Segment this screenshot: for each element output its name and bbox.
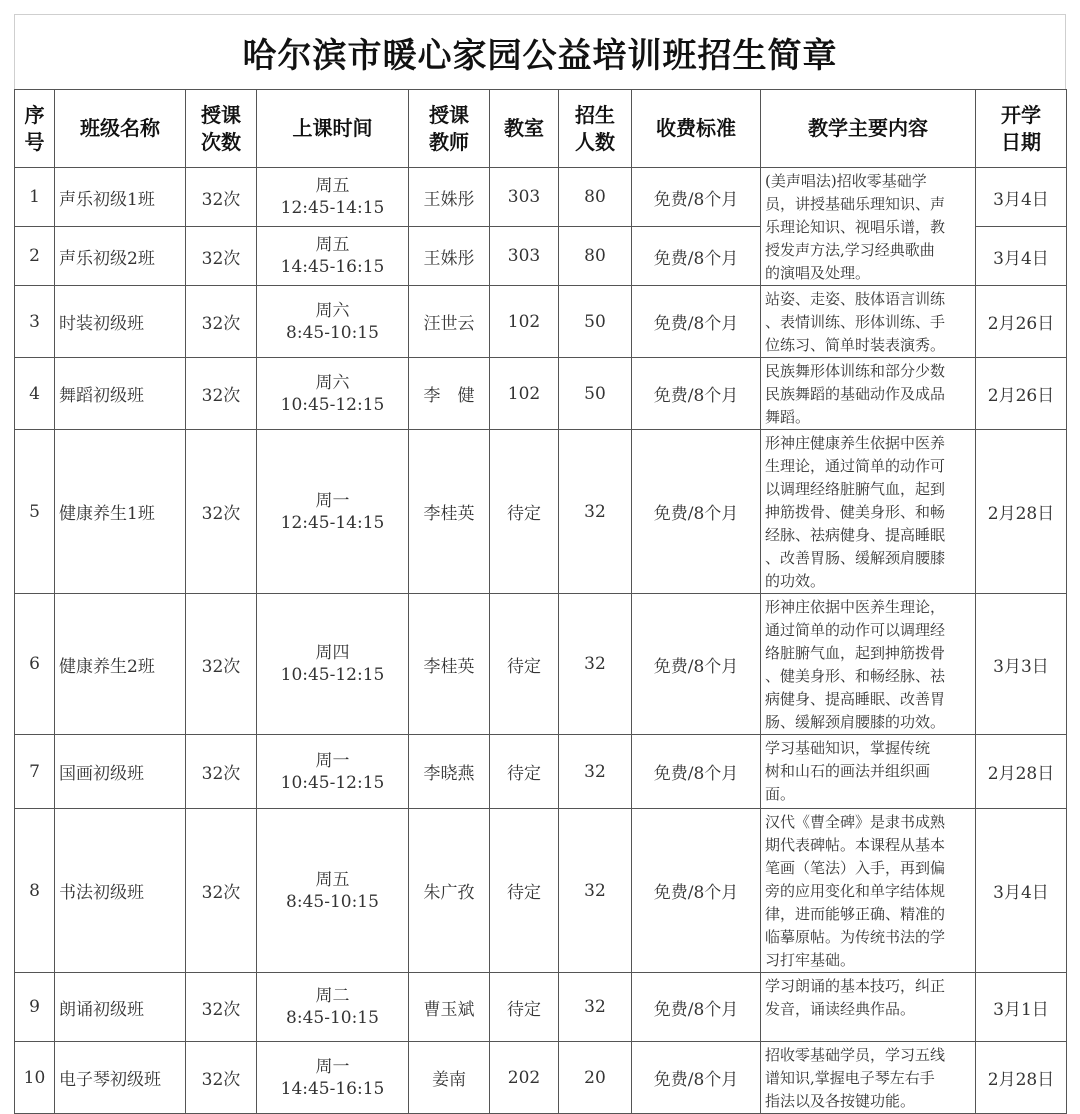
teacher: 曹玉斌 bbox=[409, 973, 490, 1042]
class-time bbox=[257, 735, 409, 809]
header-teacher: 授课 教师 bbox=[409, 90, 490, 168]
class-day: 周五 bbox=[315, 235, 350, 255]
classroom: 303 bbox=[490, 168, 559, 227]
fee: 免费/8个月 bbox=[632, 358, 761, 430]
content-line: 抻筋拨骨、健美身形、和畅 bbox=[765, 503, 946, 521]
content-line: 面。 bbox=[765, 785, 796, 803]
header-enrollment: 招生 人数 bbox=[559, 90, 632, 168]
enrollment: 80 bbox=[559, 168, 632, 227]
classroom: 303 bbox=[490, 227, 559, 286]
teacher: 李桂英 bbox=[409, 594, 490, 735]
content-line: 员，讲授基础乐理知识、声 bbox=[765, 195, 946, 213]
lesson-count: 32次 bbox=[186, 358, 257, 430]
content-line: 、改善胃肠、缓解颈肩腰膝 bbox=[765, 549, 946, 567]
class-day: 周一 bbox=[315, 1056, 350, 1077]
class-name: 电子琴初级班 bbox=[55, 1042, 186, 1114]
content-line: 经脉、祛病健身、提高睡眠 bbox=[765, 526, 946, 544]
teacher: 李桂英 bbox=[409, 430, 490, 594]
teacher: 李晓燕 bbox=[409, 735, 490, 809]
content-line: 病健身、提高睡眠、改善胃 bbox=[765, 690, 946, 708]
class-day: 周五 bbox=[315, 176, 350, 196]
teacher: 朱广孜 bbox=[409, 809, 490, 973]
fee: 免费/8个月 bbox=[632, 809, 761, 973]
fee: 免费/8个月 bbox=[632, 286, 761, 358]
content-line: 位练习、简单时装表演秀。 bbox=[765, 336, 946, 354]
content-line: 树和山石的画法并组织画 bbox=[765, 762, 931, 780]
class-name: 舞蹈初级班 bbox=[55, 358, 186, 430]
class-name: 国画初级班 bbox=[55, 735, 186, 809]
fee: 免费/8个月 bbox=[632, 594, 761, 735]
class-time bbox=[257, 286, 409, 358]
class-hours: 8:45-10:15 bbox=[286, 891, 379, 912]
table-row bbox=[15, 286, 1067, 358]
classroom: 待定 bbox=[490, 809, 559, 973]
table-row bbox=[15, 430, 1067, 594]
content-line: 以调理经络脏腑气血，起到 bbox=[765, 480, 946, 498]
table-row bbox=[15, 358, 1067, 430]
header-class-name: 班级名称 bbox=[55, 90, 186, 168]
class-hours: 8:45-10:15 bbox=[286, 322, 379, 343]
start-date: 2月28日 bbox=[976, 1042, 1067, 1114]
class-name: 时装初级班 bbox=[55, 286, 186, 358]
class-time bbox=[257, 358, 409, 430]
content-line: 、健美身形、和畅经脉、祛 bbox=[765, 667, 946, 685]
classroom: 待定 bbox=[490, 735, 559, 809]
content-line: 生理论，通过简单的动作可 bbox=[765, 457, 946, 475]
lesson-count: 32次 bbox=[186, 1042, 257, 1114]
class-name: 书法初级班 bbox=[55, 809, 186, 973]
teaching-content bbox=[761, 1042, 976, 1114]
class-day: 周二 bbox=[315, 986, 350, 1006]
content-line: 指法以及各按键功能。 bbox=[765, 1092, 916, 1110]
enrollment: 32 bbox=[559, 735, 632, 809]
table-row bbox=[15, 168, 1067, 227]
class-day: 周一 bbox=[315, 750, 350, 771]
class-name: 健康养生1班 bbox=[55, 430, 186, 594]
content-line: 学习基础知识，掌握传统 bbox=[765, 739, 931, 757]
row-number: 5 bbox=[15, 430, 55, 594]
content-line: 舞蹈。 bbox=[765, 408, 811, 426]
class-day: 周六 bbox=[315, 372, 350, 393]
fee: 免费/8个月 bbox=[632, 227, 761, 286]
content-line: 汉代《曹全碑》是隶书成熟 bbox=[765, 813, 946, 831]
start-date: 2月26日 bbox=[976, 358, 1067, 430]
lesson-count: 32次 bbox=[186, 227, 257, 286]
row-number: 2 bbox=[15, 227, 55, 286]
class-time bbox=[257, 594, 409, 735]
teaching-content bbox=[761, 430, 976, 594]
header-content: 教学主要内容 bbox=[761, 90, 976, 168]
class-hours: 10:45-12:15 bbox=[280, 772, 385, 793]
content-line: 律，进而能够正确、精准的 bbox=[765, 905, 946, 923]
content-line: 谱知识,掌握电子琴左右手 bbox=[765, 1069, 935, 1087]
classroom: 202 bbox=[490, 1042, 559, 1114]
class-day: 周四 bbox=[315, 643, 350, 663]
classroom: 待定 bbox=[490, 430, 559, 594]
enrollment: 50 bbox=[559, 358, 632, 430]
enrollment: 80 bbox=[559, 227, 632, 286]
row-number: 4 bbox=[15, 358, 55, 430]
class-time bbox=[257, 809, 409, 973]
enrollment: 32 bbox=[559, 973, 632, 1042]
content-line: 通过简单的动作可以调理经 bbox=[765, 621, 946, 639]
class-hours: 8:45-10:15 bbox=[286, 1008, 379, 1028]
content-line: (美声唱法)招收零基础学 bbox=[765, 172, 927, 190]
start-date: 3月4日 bbox=[976, 227, 1067, 286]
content-line: 的功效。 bbox=[765, 572, 826, 590]
teaching-content bbox=[761, 973, 976, 1042]
start-date: 3月4日 bbox=[976, 168, 1067, 227]
header-fee: 收费标准 bbox=[632, 90, 761, 168]
class-time bbox=[257, 1042, 409, 1114]
classroom: 待定 bbox=[490, 973, 559, 1042]
content-line: 民族舞蹈的基础动作及成品 bbox=[765, 385, 946, 403]
lesson-count: 32次 bbox=[186, 286, 257, 358]
class-name: 声乐初级2班 bbox=[55, 227, 186, 286]
start-date: 3月4日 bbox=[976, 809, 1067, 973]
lesson-count: 32次 bbox=[186, 430, 257, 594]
row-number: 9 bbox=[15, 973, 55, 1042]
content-line: 旁的应用变化和单字结体规 bbox=[765, 882, 946, 900]
start-date: 3月3日 bbox=[976, 594, 1067, 735]
class-day: 周五 bbox=[315, 869, 350, 890]
class-time bbox=[257, 430, 409, 594]
row-number: 7 bbox=[15, 735, 55, 809]
lesson-count: 32次 bbox=[186, 973, 257, 1042]
class-time bbox=[257, 227, 409, 286]
teacher: 李 健 bbox=[409, 358, 490, 430]
teacher: 姜南 bbox=[409, 1042, 490, 1114]
course-table bbox=[14, 89, 1067, 1114]
class-day: 周一 bbox=[315, 490, 350, 511]
start-date: 2月28日 bbox=[976, 735, 1067, 809]
content-line: 期代表碑帖。本课程从基本 bbox=[765, 836, 946, 854]
class-time bbox=[257, 973, 409, 1042]
content-line: 习打牢基础。 bbox=[765, 951, 856, 969]
table-row bbox=[15, 809, 1067, 973]
content-line: 招收零基础学员，学习五线 bbox=[765, 1046, 946, 1064]
table-row bbox=[15, 973, 1067, 1042]
table-row bbox=[15, 735, 1067, 809]
content-line: 临摹原帖。为传统书法的学 bbox=[765, 928, 946, 946]
teaching-content bbox=[761, 358, 976, 430]
teaching-content bbox=[761, 735, 976, 809]
class-hours: 10:45-12:15 bbox=[280, 665, 385, 685]
header-row bbox=[15, 90, 1067, 168]
classroom: 102 bbox=[490, 286, 559, 358]
header-start-date: 开学 日期 bbox=[976, 90, 1067, 168]
content-line: 肠、缓解颈肩腰膝的功效。 bbox=[765, 713, 946, 731]
content-line: 民族舞形体训练和部分少数 bbox=[765, 362, 946, 380]
row-number: 3 bbox=[15, 286, 55, 358]
content-line: 形神庄依据中医养生理论， bbox=[765, 598, 946, 616]
class-hours: 12:45-14:15 bbox=[280, 512, 385, 533]
class-name: 声乐初级1班 bbox=[55, 168, 186, 227]
class-time bbox=[257, 168, 409, 227]
table-row bbox=[15, 594, 1067, 735]
teaching-content bbox=[761, 809, 976, 973]
header-class-time: 上课时间 bbox=[257, 90, 409, 168]
content-line: 发音，诵读经典作品。 bbox=[765, 1000, 916, 1018]
content-line: 学习朗诵的基本技巧，纠正 bbox=[765, 977, 946, 995]
fee: 免费/8个月 bbox=[632, 168, 761, 227]
lesson-count: 32次 bbox=[186, 594, 257, 735]
header-classroom: 教室 bbox=[490, 90, 559, 168]
teaching-content bbox=[761, 594, 976, 735]
content-line: 站姿、走姿、肢体语言训练 bbox=[765, 290, 946, 308]
enrollment: 50 bbox=[559, 286, 632, 358]
content-line: 络脏腑气血，起到抻筋拨骨 bbox=[765, 644, 946, 662]
enrollment: 20 bbox=[559, 1042, 632, 1114]
row-number: 8 bbox=[15, 809, 55, 973]
enrollment: 32 bbox=[559, 809, 632, 973]
start-date: 2月26日 bbox=[976, 286, 1067, 358]
class-name: 朗诵初级班 bbox=[55, 973, 186, 1042]
enrollment: 32 bbox=[559, 594, 632, 735]
row-number: 1 bbox=[15, 168, 55, 227]
content-line: 、表情训练、形体训练、手 bbox=[765, 313, 946, 331]
fee: 免费/8个月 bbox=[632, 1042, 761, 1114]
header-lesson-count: 授课 次数 bbox=[186, 90, 257, 168]
class-name: 健康养生2班 bbox=[55, 594, 186, 735]
row-number: 10 bbox=[15, 1042, 55, 1114]
header-no: 序 号 bbox=[15, 90, 55, 168]
content-line: 授发声方法,学习经典歌曲 bbox=[765, 241, 935, 259]
fee: 免费/8个月 bbox=[632, 735, 761, 809]
content-line: 乐理论知识、视唱乐谱，教 bbox=[765, 218, 946, 236]
classroom: 待定 bbox=[490, 594, 559, 735]
lesson-count: 32次 bbox=[186, 168, 257, 227]
teacher: 汪世云 bbox=[409, 286, 490, 358]
fee: 免费/8个月 bbox=[632, 973, 761, 1042]
enrollment: 32 bbox=[559, 430, 632, 594]
content-line: 的演唱及处理。 bbox=[765, 264, 871, 282]
start-date: 2月28日 bbox=[976, 430, 1067, 594]
teaching-content bbox=[761, 286, 976, 358]
lesson-count: 32次 bbox=[186, 809, 257, 973]
fee: 免费/8个月 bbox=[632, 430, 761, 594]
lesson-count: 32次 bbox=[186, 735, 257, 809]
class-hours: 10:45-12:15 bbox=[280, 394, 385, 415]
class-hours: 12:45-14:15 bbox=[280, 198, 385, 218]
page-title: 哈尔滨市暖心家园公益培训班招生简章 bbox=[14, 14, 1066, 89]
enrollment-sheet bbox=[14, 14, 1066, 1114]
row-number: 6 bbox=[15, 594, 55, 735]
content-line: 笔画（笔法）入手，再到偏 bbox=[765, 859, 946, 877]
table-row bbox=[15, 1042, 1067, 1114]
teaching-content bbox=[761, 168, 976, 286]
class-hours: 14:45-16:15 bbox=[280, 257, 385, 277]
classroom: 102 bbox=[490, 358, 559, 430]
teacher: 王姝彤 bbox=[409, 227, 490, 286]
start-date: 3月1日 bbox=[976, 973, 1067, 1042]
class-hours: 14:45-16:15 bbox=[280, 1078, 385, 1099]
teacher: 王姝彤 bbox=[409, 168, 490, 227]
class-day: 周六 bbox=[315, 300, 350, 321]
content-line: 形神庄健康养生依据中医养 bbox=[765, 434, 946, 452]
